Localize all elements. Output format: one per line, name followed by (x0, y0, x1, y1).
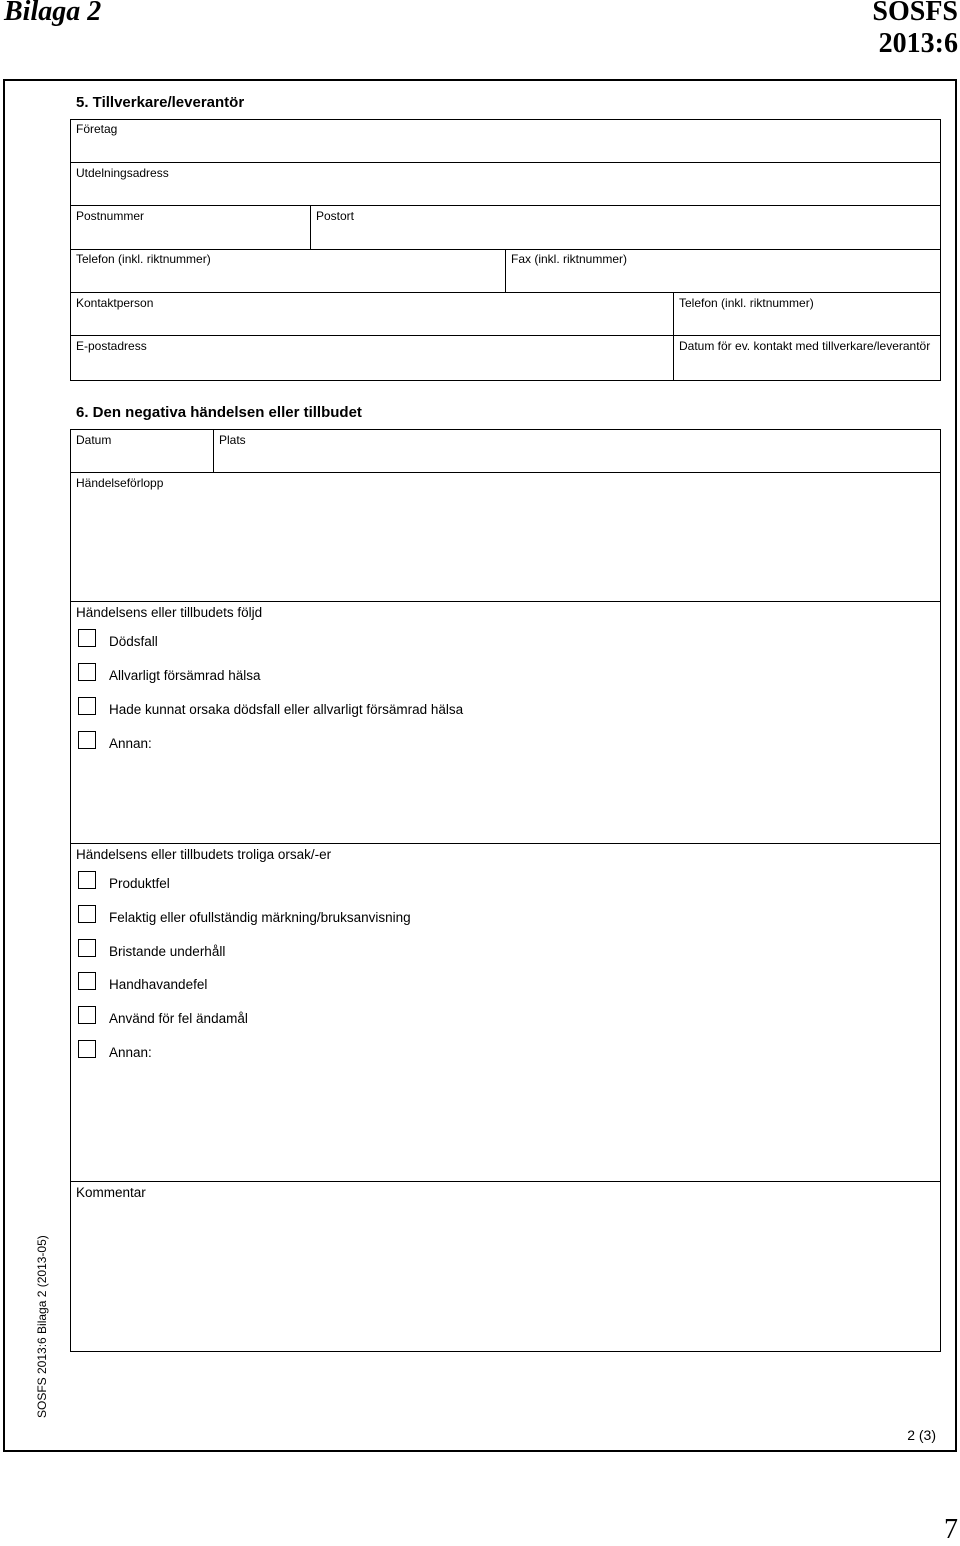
option-bristande-underhall: Bristande underhåll (109, 944, 226, 959)
option-fel-andamal: Använd för fel ändamål (109, 1011, 248, 1026)
regulation-series: SOSFS (872, 0, 958, 27)
checkbox-orsak-annan[interactable] (78, 1040, 96, 1058)
option-hade-kunnat-orsaka: Hade kunnat orsaka dödsfall eller allvarligt försämrad hälsa (109, 702, 464, 717)
field-datum[interactable]: Datum (76, 433, 112, 447)
divider (70, 162, 941, 163)
divider (70, 335, 941, 336)
field-postort[interactable]: Postort (316, 209, 355, 223)
page-number: 7 (944, 1514, 958, 1545)
field-foretag[interactable]: Företag (76, 122, 118, 136)
checkbox-fel-andamal[interactable] (78, 1006, 96, 1024)
checkbox-handhavandefel[interactable] (78, 972, 96, 990)
section-6-title: 6. Den negativa händelsen eller tillbudet (76, 404, 362, 421)
option-felaktig-markning: Felaktig eller ofullständig märkning/bruksanvisning (109, 910, 411, 925)
divider (70, 292, 941, 293)
divider (70, 472, 941, 473)
field-datum-kontakt[interactable]: Datum för ev. kontakt med tillverkare/leverantör (679, 339, 931, 353)
checkbox-allvarligt-forsamrad-halsa[interactable] (78, 663, 96, 681)
field-kontaktperson[interactable]: Kontaktperson (76, 296, 154, 310)
field-utdelningsadress[interactable]: Utdelningsadress (76, 166, 169, 180)
regulation-number (872, 0, 958, 60)
divider (310, 205, 311, 249)
option-dodsfall: Dödsfall (109, 634, 158, 649)
field-plats[interactable]: Plats (219, 433, 246, 447)
foljd-title: Händelsens eller tillbudets följd (76, 605, 263, 620)
option-orsak-annan: Annan: (109, 1045, 152, 1060)
checkbox-felaktig-markning[interactable] (78, 905, 96, 923)
option-produktfel: Produktfel (109, 876, 170, 891)
regulation-year: 2013:6 (878, 28, 958, 59)
appendix-label: Bilaga 2 (4, 0, 102, 27)
field-kontakt-telefon[interactable]: Telefon (inkl. riktnummer) (679, 296, 814, 310)
option-handhavandefel: Handhavandefel (109, 977, 208, 992)
divider (70, 205, 941, 206)
field-postnummer[interactable]: Postnummer (76, 209, 145, 223)
checkbox-produktfel[interactable] (78, 871, 96, 889)
page-indicator: 2 (3) (907, 1427, 936, 1443)
divider (70, 1181, 941, 1182)
option-foljd-annan: Annan: (109, 736, 152, 751)
orsak-title: Händelsens eller tillbudets troliga orsak/-er (76, 847, 332, 862)
checkbox-dodsfall[interactable] (78, 629, 96, 647)
divider (673, 292, 674, 381)
field-kommentar[interactable]: Kommentar (76, 1185, 146, 1200)
field-telefon[interactable]: Telefon (inkl. riktnummer) (76, 252, 211, 266)
divider (70, 843, 941, 844)
checkbox-hade-kunnat-orsaka[interactable] (78, 697, 96, 715)
field-handelseforlopp[interactable]: Händelseförlopp (76, 476, 164, 490)
option-allvarligt-forsamrad-halsa: Allvarligt försämrad hälsa (109, 668, 261, 683)
event-form (70, 429, 941, 1352)
divider (70, 601, 941, 602)
checkbox-bristande-underhall[interactable] (78, 939, 96, 957)
divider (213, 429, 214, 472)
checkbox-foljd-annan[interactable] (78, 731, 96, 749)
divider (505, 249, 506, 292)
field-fax[interactable]: Fax (inkl. riktnummer) (511, 252, 628, 266)
field-epostadress[interactable]: E-postadress (76, 339, 147, 353)
section-5-title: 5. Tillverkare/leverantör (76, 94, 245, 111)
side-reference: SOSFS 2013:6 Bilaga 2 (2013-05) (35, 1235, 49, 1418)
